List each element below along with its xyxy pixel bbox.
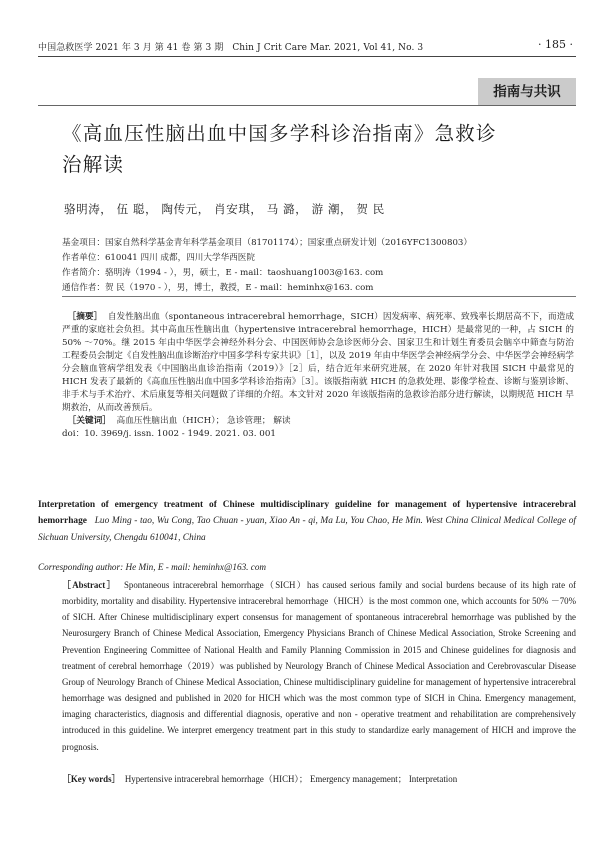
abstract-en [62,577,576,755]
journal-name-en: Chin J Crit Care Mar. 2021, Vol 41, No. 3 [232,43,424,53]
keywords-cn-label: ［关键词］ [67,416,111,426]
page-number: · 185 · [538,38,573,51]
affiliation-note: 作者单位：610041 四川 成都，四川大学华西医院 [62,253,255,263]
abstract-cn-label: ［摘要］ [67,312,103,322]
keywords-cn-text: 高血压性脑出血（HICH）； 急诊管理； 解读 [116,416,291,426]
keywords-en-label: ［Key words］ [62,774,121,784]
abstract-en-label: ［Abstract］ [62,580,117,590]
corresponding-note: 通信作者：贺 民（1970 - ），男，博士，教授，E - mail：heminhx@163. com [62,283,374,293]
abstract-cn [62,311,574,441]
abstract-cn-body [62,311,574,415]
abstract-cn-text: 自发性脑出血（spontaneous intracerebral hemorrhage，SICH）因发病率、病死率、致残率长期居高不下，而造成严重的家庭社会负担。其中高血压性脑出血（hypertensive intracerebral hemorrhage，HICH）是最常见的一种，占 SICH 的 50% ～70%。继 2015 年由中华医学会神经外科分会、中国医师协会急诊医师分会、国家卫生和计划生育委员会脑卒中筛查与防治工程委员会制定《自发性脑出血诊断治疗中国多学科专家共识》［1］，以及 2019 年由中华医学会神经病学分会、中华医学会神经病学分会脑血管病学组发表《中国脑出血诊治指南（2019）》［2］后，结合近年来研究进展，在 2020 年针对我国 SICH 中最常见的 HICH 发表了最新的《高血压性脑出血中国多学科诊治指南》［3］。该版指南就 HICH 的急救处理、影像学检查、诊断与鉴别诊断、非手术与手术治疗、术后康复等相关问题做了详细的介绍。本文针对 2020 年该版指南的急救诊治部分进行解读，以期规范 HICH 早期救治，从而改善预后。 [62,312,575,413]
english-title: Interpretation of emergency treatment of Chinese multidisciplinary guideline for management of hypertensive intracerebral hemorrhage [38,500,576,527]
article-title: 《高血压性脑出血中国多学科诊治指南》急救诊治解读 [62,122,497,176]
funding-note: 基金项目：国家自然科学基金青年科学基金项目（81701174）；国家重点研发计划（2016YFC1300803） [62,238,472,248]
section-rule [38,105,576,106]
running-header [38,40,423,53]
doi: doi：10. 3969/j. issn. 1002 - 1949. 2021. 03. 001 [62,429,276,439]
section-badge: 指南与共识 [478,78,576,106]
english-authors-affiliation: Luo Ming - tao, Wu Cong, Tao Chuan - yuan, Xiao An - qi, Ma Lu, You Chao, He Min. West China Clinical Medical College of Sichuan University, Chengdu 610041, China [38,516,576,543]
english-corresponding: Corresponding author: He Min, E - mail: heminhx@163. com [38,562,267,572]
author-list: 骆明涛， 伍 聪， 陶传元， 肖安琪， 马 潞， 游 潮， 贺 民 [64,202,385,216]
journal-name-cn: 中国急救医学 2021 年 3 月 第 41 卷 第 3 期 [38,43,224,53]
header-rule [38,56,576,57]
keywords-en-text: Hypertensive intracerebral hemorrhage（HICH）； Emergency management； Interpretation [124,774,458,784]
abstract-en-text: Spontaneous intracerebral hemorrhage（SICH）has caused serious family and social burdens because of its high rate of morbidity, mortality and disability. Hypertensive intracerebral hemorrhage（HICH）is the most common one, which accounts for 50% －70% of SICH. After Chinese multidisciplinary expert consensus for management of spontaneous intracerebral hemorrhage was published by the Neurosurgery Branch of Chinese Medical Association, Emergency Physicians Branch of Chinese Medical Association, Stroke Screening and Prevention Engineering Committee of National Health and Family Planning Commission in 2015 and Chinese guidelines for diagnosis and treatment of cerebral hemorrhage（2019）was published by Neurology Branch of Chinese Medical Association and Cerebrovascular Disease Group of Neurology Branch of Chinese Medical Association, Chinese multidisciplinary guideline for management of hypertensive intracerebral hemorrhage was designed and published in 2020 for HICH which was the most common type of SICH in China. Emergency management, imaging characteristics, diagnosis and differential diagnosis, operative and non - operative treatment and rehabilitation are comprehensively introduced in this guideline. We interpret emergency treatment part in this study to standardize early management of HICH and improve the prognosis. [62,580,577,752]
keywords-cn [62,415,574,428]
meta-rule [62,296,576,297]
english-header-block [38,497,576,546]
keywords-en [62,771,576,787]
author-intro-note: 作者简介：骆明涛（1994 - ），男，硕士，E - mail：taoshuang1003@163. com [62,268,384,278]
